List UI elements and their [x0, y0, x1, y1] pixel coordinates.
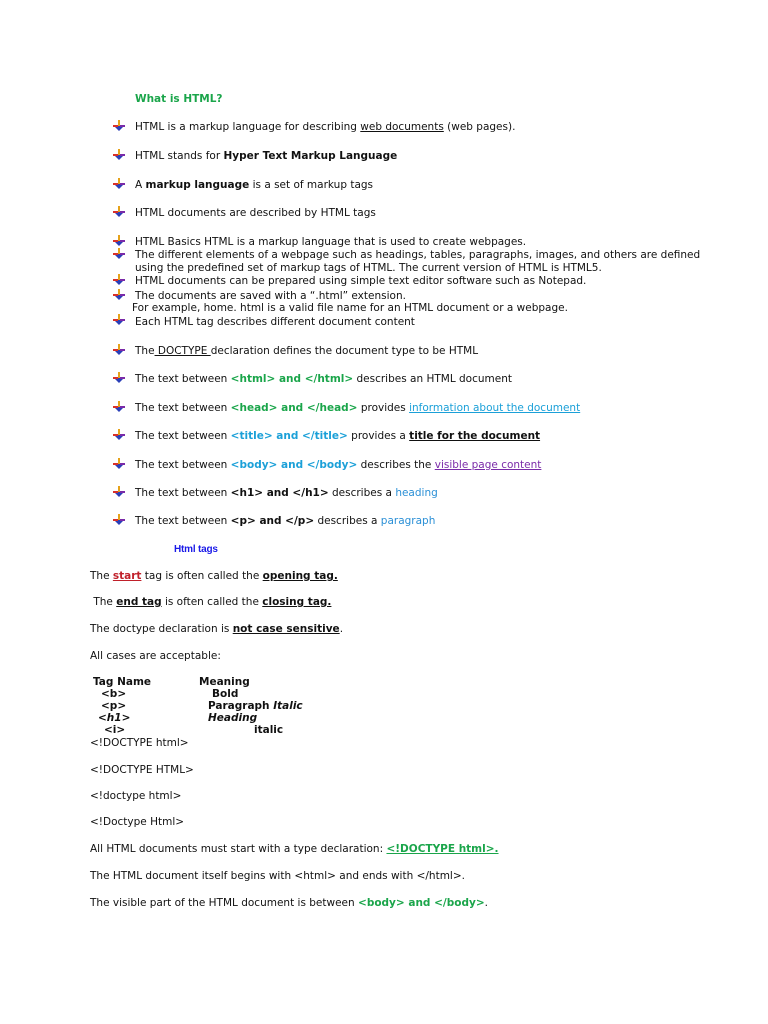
all-cases-paragraph: All cases are acceptable:: [90, 650, 221, 662]
bullet-item: The different elements of a webpage such as headings, tables, paragraphs, images, and others are defined: [135, 249, 701, 261]
bullet-item: A markup language is a set of markup tags: [135, 179, 374, 191]
bullet-item: The text between <title> and </title> provides a title for the document: [135, 430, 541, 442]
table-row-tag: <h1>: [98, 712, 131, 724]
information-about-document-link[interactable]: information about the document: [409, 402, 581, 414]
bullet-item-continued: For example, home. html is a valid file name for an HTML document or a webpage.: [132, 302, 568, 314]
arrow-down-bullet-icon: [113, 206, 125, 218]
arrow-down-bullet-icon: [113, 120, 125, 132]
doctype-link[interactable]: DOCTYPE: [154, 345, 211, 357]
arrow-down-bullet-icon: [113, 458, 125, 470]
doctype-example: <!DOCTYPE HTML>: [90, 764, 194, 776]
doctype-case-paragraph: The doctype declaration is not case sensitive.: [90, 623, 344, 635]
bullet-item: HTML documents can be prepared using simple text editor software such as Notepad.: [135, 275, 587, 287]
arrow-down-bullet-icon: [113, 401, 125, 413]
bullet-item: The text between <h1> and </h1> describes a heading: [135, 487, 438, 499]
arrow-down-bullet-icon: [113, 372, 125, 384]
html-tags-heading: Html tags: [174, 544, 218, 555]
doctype-declaration-link[interactable]: <!DOCTYPE html>.: [386, 843, 499, 855]
arrow-down-bullet-icon: [113, 486, 125, 498]
arrow-down-bullet-icon: [113, 248, 125, 260]
document-begins-paragraph: The HTML document itself begins with <html> and ends with </html>.: [90, 870, 465, 882]
arrow-down-bullet-icon: [113, 289, 125, 301]
start-tag-paragraph: The start tag is often called the opening tag.: [90, 570, 338, 582]
table-header-tag-name: Tag Name: [93, 676, 152, 688]
table-row-tag: <p>: [101, 700, 127, 712]
arrow-down-bullet-icon: [113, 514, 125, 526]
arrow-down-bullet-icon: [113, 344, 125, 356]
table-row-meaning: Heading: [208, 712, 258, 724]
table-header-meaning: Meaning: [199, 676, 250, 688]
bullet-item: The text between <html> and </html> describes an HTML document: [135, 373, 512, 385]
arrow-down-bullet-icon: [113, 178, 125, 190]
bullet-item: HTML stands for Hyper Text Markup Language: [135, 150, 398, 162]
table-row-tag: <b>: [101, 688, 127, 700]
table-row-tag: <i>: [104, 724, 126, 736]
table-row-meaning: Paragraph Italic: [208, 700, 303, 712]
doctype-example: <!Doctype Html>: [90, 816, 185, 828]
page-title: What is HTML?: [135, 93, 223, 105]
bullet-item: The text between <p> and </p> describes a paragraph: [135, 515, 436, 527]
end-tag-paragraph: The end tag is often called the closing tag.: [90, 596, 332, 608]
bullet-item: Each HTML tag describes different document content: [135, 316, 415, 328]
table-row-meaning: italic: [254, 724, 284, 736]
bullet-item: The text between <head> and </head> provides information about the document: [135, 402, 581, 414]
arrow-down-bullet-icon: [113, 314, 125, 326]
visible-part-paragraph: The visible part of the HTML document is between <body> and </body>.: [90, 897, 488, 909]
arrow-down-bullet-icon: [113, 149, 125, 161]
bullet-item: The documents are saved with a “.html” extension.: [135, 290, 406, 302]
doctype-example: <!doctype html>: [90, 790, 182, 802]
bullet-item: HTML documents are described by HTML tags: [135, 207, 376, 219]
arrow-down-bullet-icon: [113, 235, 125, 247]
bullet-item: The DOCTYPE declaration defines the document type to be HTML: [135, 345, 479, 357]
arrow-down-bullet-icon: [113, 274, 125, 286]
visible-page-content-link[interactable]: visible page content: [434, 459, 542, 471]
bullet-item: HTML Basics HTML is a markup language that is used to create webpages.: [135, 236, 527, 248]
doctype-example: <!DOCTYPE html>: [90, 737, 189, 749]
bullet-item: HTML is a markup language for describing web documents (web pages).: [135, 121, 516, 133]
must-start-paragraph: All HTML documents must start with a type declaration: <!DOCTYPE html>.: [90, 843, 499, 855]
arrow-down-bullet-icon: [113, 429, 125, 441]
bullet-item-continued: using the predefined set of markup tags of HTML. The current version of HTML is HTML5.: [135, 262, 602, 274]
bullet-item: The text between <body> and </body> describes the visible page content: [135, 459, 542, 471]
web-documents-link[interactable]: web documents: [360, 121, 444, 133]
table-row-meaning: Bold: [212, 688, 239, 700]
